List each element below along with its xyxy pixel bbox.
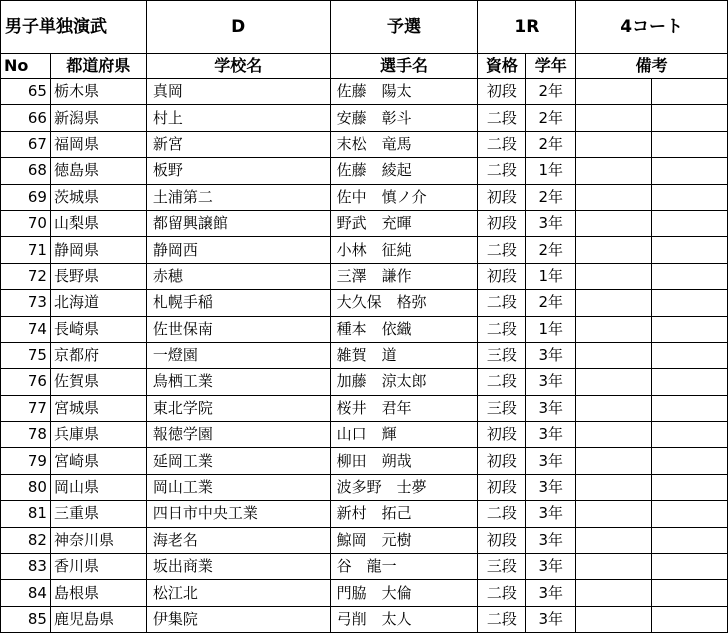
row-remarks	[576, 105, 652, 131]
row-player: 雑賀 道	[330, 342, 478, 368]
row-remarks	[576, 158, 652, 184]
court-label: 4コート	[576, 1, 728, 54]
row-rank: 二段	[478, 131, 526, 157]
row-rank: 二段	[478, 369, 526, 395]
row-player: 末松 竜馬	[330, 131, 478, 157]
row-player: 安藤 彰斗	[330, 105, 478, 131]
row-no: 77	[1, 395, 51, 421]
row-remarks-extra	[652, 79, 728, 105]
row-grade: 2年	[526, 184, 576, 210]
table-row	[1, 422, 728, 448]
row-prefecture: 茨城県	[50, 184, 146, 210]
row-remarks	[576, 422, 652, 448]
row-remarks	[576, 554, 652, 580]
table-row	[1, 527, 728, 553]
row-prefecture: 宮崎県	[50, 448, 146, 474]
row-rank: 初段	[478, 263, 526, 289]
table-row	[1, 395, 728, 421]
row-remarks-extra	[652, 158, 728, 184]
row-rank: 二段	[478, 237, 526, 263]
row-no: 78	[1, 422, 51, 448]
row-grade: 3年	[526, 342, 576, 368]
row-remarks	[576, 263, 652, 289]
row-remarks	[576, 131, 652, 157]
row-no: 81	[1, 501, 51, 527]
row-prefecture: 三重県	[50, 501, 146, 527]
header-player: 選手名	[330, 54, 478, 79]
row-school: 東北学院	[146, 395, 330, 421]
row-school: 土浦第二	[146, 184, 330, 210]
row-grade: 2年	[526, 131, 576, 157]
table-row	[1, 580, 728, 606]
row-player: 加藤 涼太郎	[330, 369, 478, 395]
row-player: 柳田 朔哉	[330, 448, 478, 474]
header-grade: 学年	[526, 54, 576, 79]
row-grade: 3年	[526, 422, 576, 448]
row-remarks	[576, 210, 652, 236]
row-remarks-extra	[652, 606, 728, 632]
table-row	[1, 342, 728, 368]
row-prefecture: 島根県	[50, 580, 146, 606]
row-grade: 1年	[526, 263, 576, 289]
row-prefecture: 宮城県	[50, 395, 146, 421]
row-remarks-extra	[652, 395, 728, 421]
row-remarks	[576, 606, 652, 632]
row-school: 四日市中央工業	[146, 501, 330, 527]
row-remarks-extra	[652, 369, 728, 395]
row-rank: 二段	[478, 606, 526, 632]
row-rank: 初段	[478, 448, 526, 474]
row-grade: 3年	[526, 369, 576, 395]
row-grade: 1年	[526, 316, 576, 342]
table-row	[1, 448, 728, 474]
row-school: 札幌手稲	[146, 290, 330, 316]
table-row	[1, 554, 728, 580]
row-remarks-extra	[652, 422, 728, 448]
row-no: 66	[1, 105, 51, 131]
row-prefecture: 福岡県	[50, 131, 146, 157]
table-row	[1, 131, 728, 157]
row-player: 種本 依織	[330, 316, 478, 342]
row-grade: 3年	[526, 580, 576, 606]
row-grade: 3年	[526, 474, 576, 500]
row-remarks	[576, 501, 652, 527]
row-remarks-extra	[652, 580, 728, 606]
row-grade: 3年	[526, 606, 576, 632]
row-remarks-extra	[652, 342, 728, 368]
row-rank: 初段	[478, 527, 526, 553]
table-row	[1, 501, 728, 527]
row-grade: 2年	[526, 79, 576, 105]
row-player: 野武 充暉	[330, 210, 478, 236]
row-player: 谷 龍一	[330, 554, 478, 580]
row-remarks-extra	[652, 316, 728, 342]
row-no: 65	[1, 79, 51, 105]
row-prefecture: 長野県	[50, 263, 146, 289]
row-grade: 3年	[526, 448, 576, 474]
row-grade: 3年	[526, 527, 576, 553]
row-player: 弓削 太人	[330, 606, 478, 632]
table-row	[1, 79, 728, 105]
row-rank: 初段	[478, 79, 526, 105]
row-remarks-extra	[652, 237, 728, 263]
row-remarks	[576, 342, 652, 368]
row-player: 門脇 大倫	[330, 580, 478, 606]
row-rank: 三段	[478, 554, 526, 580]
row-player: 小林 征純	[330, 237, 478, 263]
row-remarks-extra	[652, 131, 728, 157]
row-no: 76	[1, 369, 51, 395]
row-rank: 初段	[478, 184, 526, 210]
row-remarks	[576, 580, 652, 606]
row-no: 84	[1, 580, 51, 606]
row-grade: 1年	[526, 158, 576, 184]
row-rank: 二段	[478, 158, 526, 184]
row-player: 鯨岡 元樹	[330, 527, 478, 553]
row-player: 佐中 慎ノ介	[330, 184, 478, 210]
row-grade: 2年	[526, 290, 576, 316]
row-no: 68	[1, 158, 51, 184]
table-row	[1, 210, 728, 236]
row-rank: 二段	[478, 501, 526, 527]
row-school: 坂出商業	[146, 554, 330, 580]
row-rank: 三段	[478, 342, 526, 368]
row-rank: 初段	[478, 422, 526, 448]
row-no: 70	[1, 210, 51, 236]
row-grade: 2年	[526, 105, 576, 131]
row-remarks	[576, 79, 652, 105]
header-rank: 資格	[478, 54, 526, 79]
row-prefecture: 長崎県	[50, 316, 146, 342]
row-no: 75	[1, 342, 51, 368]
row-school: 延岡工業	[146, 448, 330, 474]
table-row	[1, 290, 728, 316]
row-school: 新宮	[146, 131, 330, 157]
row-remarks	[576, 527, 652, 553]
row-remarks-extra	[652, 527, 728, 553]
row-rank: 二段	[478, 290, 526, 316]
row-school: 真岡	[146, 79, 330, 105]
row-prefecture: 兵庫県	[50, 422, 146, 448]
header-row	[1, 54, 728, 79]
row-rank: 二段	[478, 580, 526, 606]
row-school: 板野	[146, 158, 330, 184]
table-row	[1, 237, 728, 263]
table-row	[1, 105, 728, 131]
row-remarks	[576, 184, 652, 210]
header-school: 学校名	[146, 54, 330, 79]
header-prefecture: 都道府県	[50, 54, 146, 79]
row-remarks-extra	[652, 554, 728, 580]
row-school: 都留興譲館	[146, 210, 330, 236]
row-remarks-extra	[652, 210, 728, 236]
row-remarks-extra	[652, 263, 728, 289]
table-row	[1, 316, 728, 342]
row-grade: 3年	[526, 395, 576, 421]
row-prefecture: 静岡県	[50, 237, 146, 263]
row-prefecture: 京都府	[50, 342, 146, 368]
row-rank: 三段	[478, 395, 526, 421]
row-no: 74	[1, 316, 51, 342]
row-player: 佐藤 陽太	[330, 79, 478, 105]
row-grade: 3年	[526, 554, 576, 580]
row-remarks	[576, 448, 652, 474]
row-school: 一燈園	[146, 342, 330, 368]
row-remarks	[576, 316, 652, 342]
row-no: 80	[1, 474, 51, 500]
row-rank: 初段	[478, 210, 526, 236]
row-grade: 3年	[526, 501, 576, 527]
row-school: 報徳学園	[146, 422, 330, 448]
row-prefecture: 佐賀県	[50, 369, 146, 395]
row-remarks	[576, 237, 652, 263]
table-row	[1, 184, 728, 210]
row-school: 松江北	[146, 580, 330, 606]
round-label: 1R	[478, 1, 576, 54]
row-remarks	[576, 290, 652, 316]
row-school: 岡山工業	[146, 474, 330, 500]
header-remarks: 備考	[576, 54, 728, 79]
row-school: 佐世保南	[146, 316, 330, 342]
row-remarks	[576, 395, 652, 421]
stage-label: 予選	[330, 1, 478, 54]
row-prefecture: 徳島県	[50, 158, 146, 184]
row-remarks-extra	[652, 474, 728, 500]
row-remarks-extra	[652, 448, 728, 474]
table-row	[1, 474, 728, 500]
row-school: 赤穂	[146, 263, 330, 289]
row-rank: 初段	[478, 474, 526, 500]
row-player: 佐藤 綾起	[330, 158, 478, 184]
row-no: 69	[1, 184, 51, 210]
header-no: No	[1, 54, 51, 79]
row-rank: 二段	[478, 105, 526, 131]
row-player: 大久保 格弥	[330, 290, 478, 316]
title-row	[1, 1, 728, 54]
row-no: 72	[1, 263, 51, 289]
row-school: 伊集院	[146, 606, 330, 632]
row-remarks	[576, 369, 652, 395]
row-prefecture: 神奈川県	[50, 527, 146, 553]
row-remarks	[576, 474, 652, 500]
table-row	[1, 369, 728, 395]
row-no: 71	[1, 237, 51, 263]
row-no: 82	[1, 527, 51, 553]
table-row	[1, 158, 728, 184]
row-player: 新村 拓己	[330, 501, 478, 527]
row-prefecture: 鹿児島県	[50, 606, 146, 632]
table-row	[1, 263, 728, 289]
row-no: 85	[1, 606, 51, 632]
group-label: D	[146, 1, 330, 54]
row-prefecture: 栃木県	[50, 79, 146, 105]
row-rank: 二段	[478, 316, 526, 342]
row-remarks-extra	[652, 184, 728, 210]
row-grade: 3年	[526, 210, 576, 236]
row-no: 73	[1, 290, 51, 316]
row-no: 83	[1, 554, 51, 580]
row-prefecture: 新潟県	[50, 105, 146, 131]
row-school: 静岡西	[146, 237, 330, 263]
row-remarks-extra	[652, 105, 728, 131]
row-player: 桜井 君年	[330, 395, 478, 421]
row-no: 67	[1, 131, 51, 157]
row-school: 鳥栖工業	[146, 369, 330, 395]
row-prefecture: 香川県	[50, 554, 146, 580]
row-prefecture: 北海道	[50, 290, 146, 316]
row-remarks-extra	[652, 501, 728, 527]
row-remarks-extra	[652, 290, 728, 316]
row-prefecture: 山梨県	[50, 210, 146, 236]
row-player: 三澤 謙作	[330, 263, 478, 289]
row-player: 波多野 士夢	[330, 474, 478, 500]
table-row	[1, 606, 728, 632]
event-title: 男子単独演武	[1, 1, 147, 54]
row-no: 79	[1, 448, 51, 474]
row-prefecture: 岡山県	[50, 474, 146, 500]
row-player: 山口 輝	[330, 422, 478, 448]
row-school: 海老名	[146, 527, 330, 553]
row-grade: 2年	[526, 237, 576, 263]
row-school: 村上	[146, 105, 330, 131]
